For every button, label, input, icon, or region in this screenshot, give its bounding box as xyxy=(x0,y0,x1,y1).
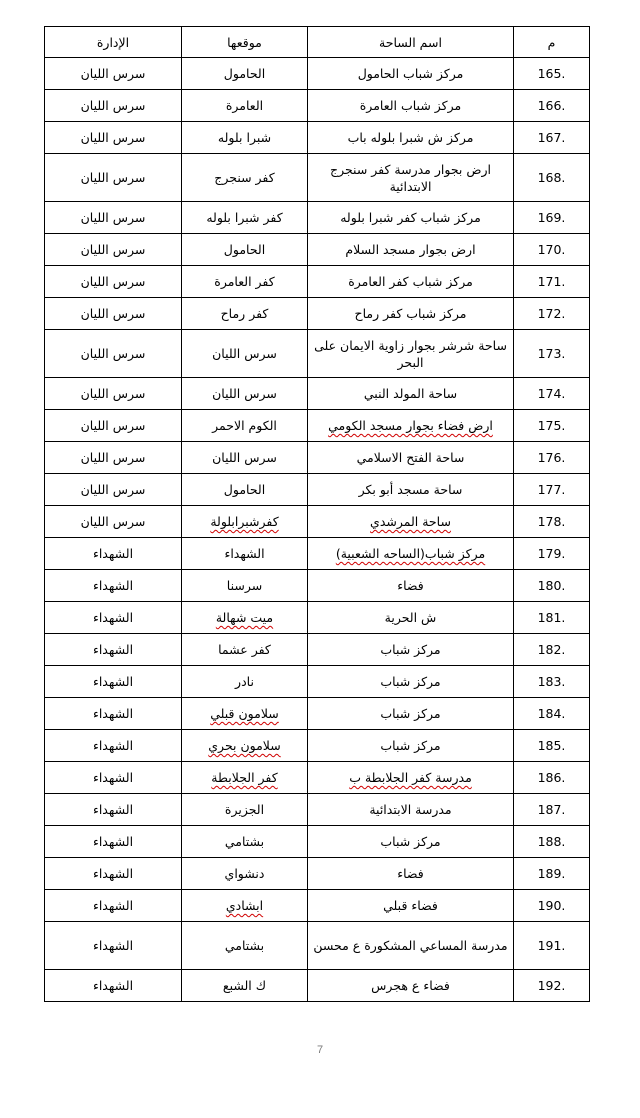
site-name-cell xyxy=(308,442,514,474)
site-name-cell-text: ساحة المولد النبي xyxy=(363,386,458,401)
administration-cell-text: الشهداء xyxy=(92,802,134,817)
row-number xyxy=(514,266,590,298)
row-number xyxy=(514,970,590,1002)
administration-cell-text: الشهداء xyxy=(92,706,134,721)
row-number xyxy=(514,762,590,794)
administration-cell-text: سرس الليان xyxy=(80,170,146,185)
location-cell xyxy=(182,634,308,666)
row-number xyxy=(514,122,590,154)
site-name-cell-text: مركز شباب xyxy=(380,674,441,689)
administration-cell-text: سرس الليان xyxy=(80,482,146,497)
site-name-cell xyxy=(308,762,514,794)
row-number-text: 188. xyxy=(537,834,566,849)
site-name-cell xyxy=(308,90,514,122)
table-row xyxy=(45,410,590,442)
row-number xyxy=(514,330,590,378)
location-cell-text: كفر شبرا بلوله xyxy=(206,210,283,225)
administration-cell xyxy=(45,826,182,858)
administration-cell-text: سرس الليان xyxy=(80,98,146,113)
row-number-text: 181. xyxy=(537,610,566,625)
location-cell-text: الشهداء xyxy=(224,546,265,561)
site-name-cell-text: ارض بجوار مسجد السلام xyxy=(345,242,476,257)
table-row xyxy=(45,154,590,202)
location-cell-text: بشتامي xyxy=(224,834,265,849)
administration-cell xyxy=(45,330,182,378)
site-name-cell-text: مدرسة الابتدائية xyxy=(369,802,452,817)
site-name-cell xyxy=(308,538,514,570)
administration-cell xyxy=(45,506,182,538)
location-cell-text: سرس الليان xyxy=(212,386,277,401)
location-cell xyxy=(182,538,308,570)
administration-cell xyxy=(45,122,182,154)
administration-cell xyxy=(45,58,182,90)
administration-cell-text: الشهداء xyxy=(92,642,134,657)
table-row xyxy=(45,826,590,858)
row-number xyxy=(514,154,590,202)
location-cell-text: ميت شهالة xyxy=(215,610,274,625)
row-number xyxy=(514,410,590,442)
administration-cell-text: سرس الليان xyxy=(80,306,146,321)
site-name-cell xyxy=(308,730,514,762)
row-number-text: 179. xyxy=(537,546,566,561)
administration-cell-text: سرس الليان xyxy=(80,386,146,401)
row-number-text: 180. xyxy=(537,578,566,593)
row-number-text: 182. xyxy=(537,642,566,657)
table-row xyxy=(45,922,590,970)
administration-cell-text: سرس الليان xyxy=(80,418,146,433)
header-location: موقعها xyxy=(182,27,308,58)
row-number-text: 165. xyxy=(537,66,566,81)
administration-cell xyxy=(45,762,182,794)
location-cell-text: كفر عشما xyxy=(218,642,271,657)
site-name-cell xyxy=(308,634,514,666)
row-number-text: 175. xyxy=(537,418,566,433)
row-number-text: 172. xyxy=(537,306,566,321)
table-row xyxy=(45,234,590,266)
row-number-text: 186. xyxy=(537,770,566,785)
site-name-cell-text: ساحة مسجد أبو بكر xyxy=(358,482,463,497)
administration-cell-text: الشهداء xyxy=(92,738,134,753)
table-row xyxy=(45,794,590,826)
row-number-text: 169. xyxy=(537,210,566,225)
administration-cell-text: الشهداء xyxy=(92,898,134,913)
location-cell xyxy=(182,602,308,634)
site-name-cell xyxy=(308,378,514,410)
row-number xyxy=(514,698,590,730)
location-cell-text: شبرا بلوله xyxy=(217,130,272,145)
location-cell xyxy=(182,794,308,826)
administration-cell-text: سرس الليان xyxy=(80,210,146,225)
header-number: م xyxy=(514,27,590,58)
administration-cell xyxy=(45,570,182,602)
location-cell-text: ابشادي xyxy=(225,898,264,913)
administration-cell xyxy=(45,858,182,890)
site-name-cell xyxy=(308,922,514,970)
administration-cell xyxy=(45,474,182,506)
table-row xyxy=(45,58,590,90)
location-cell-text: الحامول xyxy=(223,242,266,257)
site-name-cell xyxy=(308,506,514,538)
row-number-text: 183. xyxy=(537,674,566,689)
site-name-cell-text: مركز شباب xyxy=(380,706,441,721)
administration-cell xyxy=(45,922,182,970)
table-row xyxy=(45,122,590,154)
location-cell-text: الحامول xyxy=(223,66,266,81)
site-name-cell-text: فضاء xyxy=(397,866,424,881)
administration-cell-text: سرس الليان xyxy=(80,346,146,361)
table-row xyxy=(45,698,590,730)
administration-cell xyxy=(45,730,182,762)
row-number xyxy=(514,474,590,506)
administration-cell-text: الشهداء xyxy=(92,546,134,561)
administration-cell-text: سرس الليان xyxy=(80,130,146,145)
administration-cell xyxy=(45,698,182,730)
sites-table xyxy=(44,26,590,1002)
site-name-cell xyxy=(308,410,514,442)
table-body xyxy=(45,58,590,1002)
site-name-cell xyxy=(308,58,514,90)
row-number-text: 187. xyxy=(537,802,566,817)
location-cell xyxy=(182,202,308,234)
row-number xyxy=(514,666,590,698)
administration-cell xyxy=(45,410,182,442)
site-name-cell-text: ش الحرية xyxy=(384,610,437,625)
location-cell-text: سلامون قبلي xyxy=(210,706,279,721)
administration-cell xyxy=(45,154,182,202)
table-row xyxy=(45,506,590,538)
site-name-cell-text: مدرسة المساعي المشكورة ع محسن xyxy=(313,938,508,953)
location-cell xyxy=(182,234,308,266)
location-cell-text: سرس الليان xyxy=(212,346,277,361)
administration-cell xyxy=(45,234,182,266)
table-row xyxy=(45,474,590,506)
location-cell-text: الكوم الاحمر xyxy=(212,418,277,433)
location-cell-text: كفر رماح xyxy=(220,306,269,321)
site-name-cell-text: ساحة شرشر بجوار زاوية الايمان على البحر xyxy=(314,337,507,370)
administration-cell xyxy=(45,794,182,826)
row-number xyxy=(514,570,590,602)
administration-cell-text: الشهداء xyxy=(92,610,134,625)
table-row xyxy=(45,602,590,634)
table-row xyxy=(45,762,590,794)
administration-cell-text: سرس الليان xyxy=(80,450,146,465)
table-row xyxy=(45,634,590,666)
row-number xyxy=(514,794,590,826)
site-name-cell-text: فضاء قبلي xyxy=(383,898,438,913)
location-cell-text: كفر سنجرج xyxy=(214,170,275,185)
administration-cell xyxy=(45,970,182,1002)
location-cell xyxy=(182,858,308,890)
location-cell xyxy=(182,666,308,698)
administration-cell xyxy=(45,266,182,298)
administration-cell xyxy=(45,634,182,666)
table-row xyxy=(45,330,590,378)
location-cell xyxy=(182,730,308,762)
page-number: 7 xyxy=(316,1044,324,1056)
row-number-text: 174. xyxy=(537,386,566,401)
location-cell-text: ك الشبع xyxy=(222,978,267,993)
row-number-text: 185. xyxy=(537,738,566,753)
site-name-cell xyxy=(308,890,514,922)
location-cell xyxy=(182,570,308,602)
table-row xyxy=(45,730,590,762)
site-name-cell-text: مركز ش شبرا بلوله باب xyxy=(347,130,474,145)
table-row xyxy=(45,666,590,698)
site-name-cell-text: مركز شباب xyxy=(380,642,441,657)
location-cell xyxy=(182,90,308,122)
site-name-cell xyxy=(308,330,514,378)
table-row xyxy=(45,442,590,474)
administration-cell-text: الشهداء xyxy=(92,770,134,785)
row-number xyxy=(514,858,590,890)
row-number xyxy=(514,298,590,330)
location-cell-text: كفر العامرة xyxy=(214,274,275,289)
row-number-text: 192. xyxy=(537,978,566,993)
administration-cell xyxy=(45,298,182,330)
row-number xyxy=(514,378,590,410)
row-number xyxy=(514,202,590,234)
table-row xyxy=(45,298,590,330)
location-cell-text: سرسنا xyxy=(226,578,263,593)
site-name-cell xyxy=(308,474,514,506)
site-name-cell-text: مركز شباب العامرة xyxy=(359,98,462,113)
header-site-name: اسم الساحة xyxy=(308,27,514,58)
row-number-text: 166. xyxy=(537,98,566,113)
row-number-text: 167. xyxy=(537,130,566,145)
location-cell xyxy=(182,474,308,506)
administration-cell xyxy=(45,378,182,410)
administration-cell-text: الشهداء xyxy=(92,978,134,993)
row-number-text: 173. xyxy=(537,346,566,361)
site-name-cell-text: ارض فضاء بجوار مسجد الكومي xyxy=(328,418,493,433)
site-name-cell xyxy=(308,298,514,330)
row-number xyxy=(514,634,590,666)
table-row xyxy=(45,538,590,570)
row-number xyxy=(514,890,590,922)
administration-cell xyxy=(45,90,182,122)
row-number-text: 189. xyxy=(537,866,566,881)
location-cell-text: سلامون بحري xyxy=(208,738,281,753)
administration-cell xyxy=(45,202,182,234)
location-cell xyxy=(182,442,308,474)
site-name-cell-text: فضاء ع هجرس xyxy=(371,978,450,993)
row-number xyxy=(514,730,590,762)
location-cell xyxy=(182,410,308,442)
site-name-cell-text: مركز شباب xyxy=(380,738,441,753)
administration-cell xyxy=(45,602,182,634)
row-number xyxy=(514,922,590,970)
site-name-cell xyxy=(308,154,514,202)
table-header-row xyxy=(45,27,590,58)
location-cell-text: العامرة xyxy=(225,98,264,113)
site-name-cell-text: ساحة المرشدي xyxy=(370,514,451,529)
row-number-text: 168. xyxy=(537,170,566,185)
row-number-text: 176. xyxy=(537,450,566,465)
site-name-cell xyxy=(308,122,514,154)
site-name-cell xyxy=(308,698,514,730)
location-cell xyxy=(182,826,308,858)
administration-cell-text: الشهداء xyxy=(92,938,134,953)
location-cell-text: دنشواي xyxy=(224,866,265,881)
table-row xyxy=(45,378,590,410)
site-name-cell-text: مركز شباب xyxy=(380,834,441,849)
location-cell xyxy=(182,330,308,378)
row-number xyxy=(514,58,590,90)
location-cell xyxy=(182,970,308,1002)
table-row xyxy=(45,858,590,890)
location-cell xyxy=(182,154,308,202)
site-name-cell-text: ارض بجوار مدرسة كفر سنجرج الابتدائية xyxy=(330,161,491,194)
location-cell xyxy=(182,922,308,970)
location-cell xyxy=(182,762,308,794)
location-cell-text: كفر الجلابطة xyxy=(211,770,278,785)
location-cell-text: الحامول xyxy=(223,482,266,497)
row-number xyxy=(514,602,590,634)
row-number xyxy=(514,234,590,266)
site-name-cell-text: مركز شباب(الساحه الشعبية) xyxy=(335,546,486,561)
administration-cell-text: سرس الليان xyxy=(80,66,146,81)
location-cell xyxy=(182,698,308,730)
administration-cell-text: الشهداء xyxy=(92,674,134,689)
row-number-text: 178. xyxy=(537,514,566,529)
site-name-cell-text: ساحة الفتح الاسلامي xyxy=(356,450,465,465)
site-name-cell-text: مركز شباب الحامول xyxy=(357,66,464,81)
site-name-cell xyxy=(308,794,514,826)
site-name-cell xyxy=(308,970,514,1002)
site-name-cell xyxy=(308,826,514,858)
administration-cell-text: سرس الليان xyxy=(80,514,146,529)
row-number-text: 170. xyxy=(537,242,566,257)
site-name-cell xyxy=(308,570,514,602)
row-number xyxy=(514,538,590,570)
table-row xyxy=(45,90,590,122)
location-cell xyxy=(182,58,308,90)
site-name-cell xyxy=(308,858,514,890)
row-number-text: 191. xyxy=(537,938,566,953)
location-cell-text: بشتامي xyxy=(224,938,265,953)
administration-cell xyxy=(45,890,182,922)
location-cell xyxy=(182,122,308,154)
row-number-text: 177. xyxy=(537,482,566,497)
row-number xyxy=(514,442,590,474)
site-name-cell xyxy=(308,602,514,634)
table-row xyxy=(45,890,590,922)
row-number xyxy=(514,90,590,122)
administration-cell-text: سرس الليان xyxy=(80,242,146,257)
table-row xyxy=(45,970,590,1002)
site-name-cell-text: مركز شباب كفر العامرة xyxy=(348,274,473,289)
table-row xyxy=(45,570,590,602)
header-administration: الإدارة xyxy=(45,27,182,58)
location-cell xyxy=(182,298,308,330)
row-number-text: 171. xyxy=(537,274,566,289)
table-row xyxy=(45,266,590,298)
location-cell xyxy=(182,378,308,410)
location-cell-text: الجزيرة xyxy=(224,802,265,817)
location-cell xyxy=(182,506,308,538)
administration-cell xyxy=(45,666,182,698)
site-name-cell xyxy=(308,202,514,234)
site-name-cell xyxy=(308,666,514,698)
administration-cell-text: سرس الليان xyxy=(80,274,146,289)
location-cell-text: سرس الليان xyxy=(212,450,277,465)
row-number-text: 184. xyxy=(537,706,566,721)
row-number-text: 190. xyxy=(537,898,566,913)
location-cell-text: كفرشبرابلولة xyxy=(210,514,279,529)
location-cell xyxy=(182,266,308,298)
location-cell xyxy=(182,890,308,922)
administration-cell-text: الشهداء xyxy=(92,834,134,849)
site-name-cell-text: فضاء xyxy=(397,578,424,593)
site-name-cell-text: مركز شباب كفر رماح xyxy=(354,306,467,321)
site-name-cell-text: مدرسة كفر الجلابطة ب xyxy=(349,770,472,785)
row-number xyxy=(514,506,590,538)
site-name-cell-text: مركز شباب كفر شبرا بلوله xyxy=(340,210,481,225)
administration-cell-text: الشهداء xyxy=(92,866,134,881)
site-name-cell xyxy=(308,266,514,298)
location-cell-text: نادر xyxy=(235,674,254,689)
row-number xyxy=(514,826,590,858)
administration-cell xyxy=(45,442,182,474)
table-row xyxy=(45,202,590,234)
site-name-cell xyxy=(308,234,514,266)
administration-cell xyxy=(45,538,182,570)
administration-cell-text: الشهداء xyxy=(92,578,134,593)
